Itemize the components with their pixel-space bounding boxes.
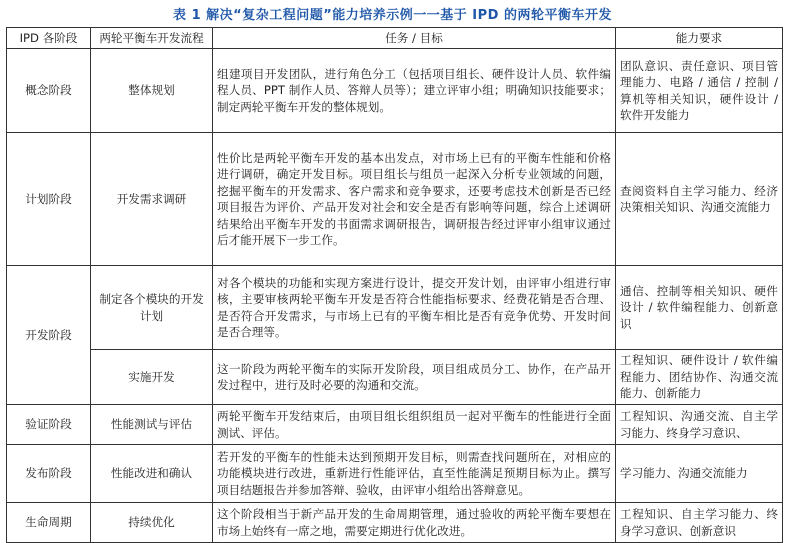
task-cell: 这一阶段为两轮平衡车的实际开发阶段，项目组成员分工、协作，在产品开发过程中，进行及时必要的沟通和交流。: [213, 350, 616, 405]
task-cell: 若开发的平衡车的性能未达到预期开发目标，则需查找问题所在，对相应的功能模块进行改进，重新进行性能评估，直至性能满足预期目标为止。撰写项目结题报告并参加答辩、验收，由评审小组给出答辩意见。: [213, 445, 616, 503]
ability-cell: 团队意识、责任意识、项目管理能力、电路 / 通信 / 控制 / 算机等相关知识，硬件设计 / 软件开发能力: [616, 49, 783, 133]
ability-cell: 工程知识、沟通交流、自主学习能力、终身学习意识、: [616, 405, 783, 445]
ability-cell: 工程知识、硬件设计 / 软件编程能力、团结协作、沟通交流能力、创新能力: [616, 350, 783, 405]
stage-cell: 概念阶段: [7, 49, 91, 133]
stage-cell: 验证阶段: [7, 405, 91, 445]
table-row: [7, 266, 783, 350]
task-cell: 这个阶段相当于新产品开发的生命周期管理，通过验收的两轮平衡车要想在市场上始终有一席之地，需要定期进行优化改进。: [213, 503, 616, 543]
table-title: 表 1 解决“复杂工程问题”能力培养示例一一基于 IPD 的两轮平衡车开发: [173, 8, 612, 23]
process-cell: 整体规划: [91, 49, 213, 133]
process-cell: 开发需求调研: [91, 133, 213, 266]
table-row: [7, 445, 783, 503]
ability-cell: 通信、控制等相关知识、硬件设计 / 软件编程能力、创新意识: [616, 266, 783, 350]
process-cell: 实施开发: [91, 350, 213, 405]
ability-cell: 查阅资料自主学习能力、经济决策相关知识、沟通交流能力: [616, 133, 783, 266]
table-row: [7, 503, 783, 543]
ability-cell: 学习能力、沟通交流能力: [616, 445, 783, 503]
header-task: 任务 / 目标: [213, 28, 616, 49]
header-row: [7, 28, 783, 49]
table-row: [7, 350, 783, 405]
table-row: [7, 405, 783, 445]
stage-cell: 计划阶段: [7, 133, 91, 266]
task-cell: 性价比是两轮平衡车开发的基本出发点，对市场上已有的平衡车性能和价格进行调研，确定开发目标。项目组长与组员一起深入分析专业领域的问题，挖掘平衡车的开发需求、客户需求和竞争要求，还要考虑技术创新是否已经项目报告为评价、产品开发对社会和安全是否有影响等问题，综合上述调研结果给出平衡车开发的书面需求调研报告，调研报告经过评审小组审议通过后才能开展下一步工作。: [213, 133, 616, 266]
table-row: [7, 133, 783, 266]
ability-cell: 工程知识、自主学习能力、终身学习意识、创新意识: [616, 503, 783, 543]
task-cell: 两轮平衡车开发结束后，由项目组长组织组员一起对平衡车的性能进行全面测试、评估。: [213, 405, 616, 445]
stage-cell: 发布阶段: [7, 445, 91, 503]
table-row: [7, 49, 783, 133]
process-cell: 持续优化: [91, 503, 213, 543]
task-cell: 组建项目开发团队，进行角色分工（包括项目组长、硬件设计人员、软件编程人员、PPT 制作人员、答辩人员等）；建立评审小组；明确知识技能要求；制定两轮平衡车开发的整体规划。: [213, 49, 616, 133]
ipd-table: [6, 27, 783, 543]
task-cell: 对各个模块的功能和实现方案进行设计，提交开发计划，由评审小组进行审核，主要审核两轮平衡车开发是否符合性能指标要求、经费花销是否合理、是否符合开发需求，与市场上已有的平衡车相比是否有竞争优势、开发时间是否合理等。: [213, 266, 616, 350]
process-cell: 制定各个模块的开发计划: [91, 266, 213, 350]
process-cell: 性能改进和确认: [91, 445, 213, 503]
header-stage: IPD 各阶段: [7, 28, 91, 49]
header-process: 两轮平衡车开发流程: [91, 28, 213, 49]
header-ability: 能力要求: [616, 28, 783, 49]
stage-cell: 开发阶段: [7, 266, 91, 405]
stage-cell: 生命周期: [7, 503, 91, 543]
process-cell: 性能测试与评估: [91, 405, 213, 445]
